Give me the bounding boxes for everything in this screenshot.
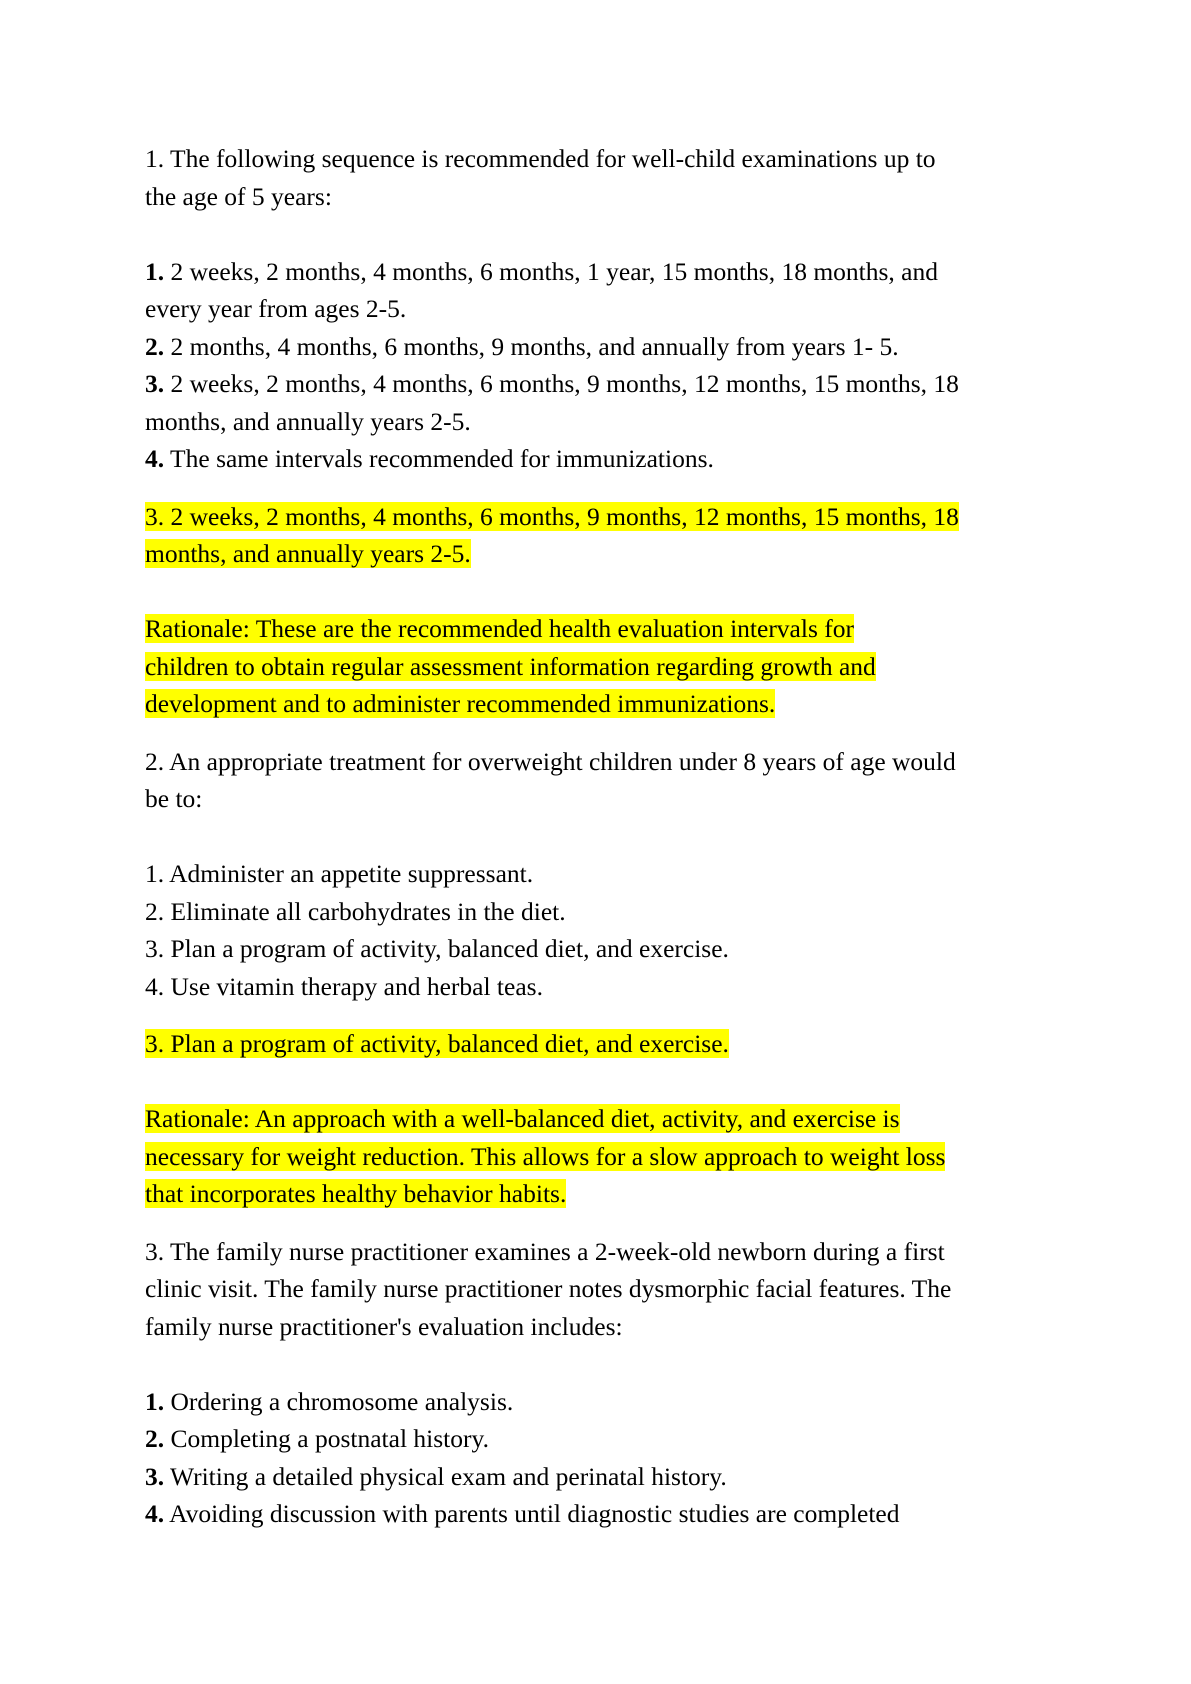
question-2-answer <box>145 1025 1085 1063</box>
option-text: 2 weeks, 2 months, 4 months, 6 months, 1 year, 15 months, 18 months, and <box>170 256 938 286</box>
option-1 <box>145 1383 1085 1421</box>
rationale-line: that incorporates healthy behavior habits. <box>145 1179 567 1208</box>
option-1-cont: every year from ages 2-5. <box>145 294 407 323</box>
rationale-line: children to obtain regular assessment information regarding growth and <box>145 651 876 681</box>
stem-line: clinic visit. The family nurse practitioner notes dysmorphic facial features. The <box>145 1274 952 1303</box>
option-1 <box>145 253 1085 291</box>
stem-line: the age of 5 years: <box>145 181 332 211</box>
option-3 <box>145 1458 1085 1496</box>
stem-line: 2. An appropriate treatment for overweight children under 8 years of age would <box>145 746 956 776</box>
question-1-answer <box>145 498 1085 573</box>
option-1: 1. Administer an appetite suppressant. <box>145 859 534 888</box>
option-number: 1. <box>145 256 165 286</box>
option-number: 2. <box>145 1424 165 1453</box>
stem-line: family nurse practitioner's evaluation includes: <box>145 1311 623 1341</box>
question-1-rationale <box>145 610 1085 723</box>
question-1-stem <box>145 140 1085 215</box>
option-number: 4. <box>145 1499 165 1528</box>
rationale-line: necessary for weight reduction. This allows for a slow approach to weight loss <box>145 1141 946 1171</box>
option-3: 3. Plan a program of activity, balanced diet, and exercise. <box>145 934 729 963</box>
option-2 <box>145 1420 1085 1458</box>
option-3-cont: months, and annually years 2-5. <box>145 406 471 436</box>
question-1 <box>145 140 1085 723</box>
option-number: 3. <box>145 369 165 398</box>
question-2-options <box>145 855 1085 1005</box>
question-1-options <box>145 253 1085 478</box>
option-2: 2. Eliminate all carbohydrates in the diet. <box>145 896 566 926</box>
question-3 <box>145 1233 1085 1533</box>
question-2-stem <box>145 743 1085 818</box>
option-number: 1. <box>145 1386 165 1416</box>
option-3 <box>145 365 1085 403</box>
option-2 <box>145 328 1085 366</box>
rationale-line: Rationale: An approach with a well-balanced diet, activity, and exercise is <box>145 1104 900 1133</box>
question-3-stem <box>145 1233 1085 1346</box>
rationale-line: Rationale: These are the recommended health evaluation intervals for <box>145 614 854 643</box>
option-text: 2 months, 4 months, 6 months, 9 months, and annually from years 1- 5. <box>170 331 899 361</box>
option-4 <box>145 440 1085 478</box>
option-number: 3. <box>145 1461 165 1491</box>
option-text: Writing a detailed physical exam and perinatal history. <box>170 1461 727 1491</box>
option-text: Completing a postnatal history. <box>170 1424 489 1453</box>
option-4: 4. Use vitamin therapy and herbal teas. <box>145 971 543 1001</box>
option-number: 2. <box>145 331 165 361</box>
answer-line: 3. 2 weeks, 2 months, 4 months, 6 months, 9 months, 12 months, 15 months, 18 <box>145 501 959 531</box>
answer-line: 3. Plan a program of activity, balanced diet, and exercise. <box>145 1029 729 1058</box>
option-text: The same intervals recommended for immunizations. <box>170 444 714 473</box>
option-text: Ordering a chromosome analysis. <box>170 1386 514 1416</box>
question-3-options <box>145 1383 1085 1533</box>
stem-line: 1. The following sequence is recommended for well-child examinations up to <box>145 144 936 173</box>
option-text: Avoiding discussion with parents until diagnostic studies are completed <box>169 1499 900 1528</box>
option-number: 4. <box>145 444 165 473</box>
stem-line: 3. The family nurse practitioner examines a 2-week-old newborn during a first <box>145 1236 945 1266</box>
document-page <box>145 140 1085 1533</box>
stem-line: be to: <box>145 784 203 813</box>
answer-line: months, and annually years 2-5. <box>145 539 471 568</box>
option-4 <box>145 1495 1085 1533</box>
rationale-line: development and to administer recommended immunizations. <box>145 689 776 718</box>
question-2 <box>145 743 1085 1213</box>
question-2-rationale <box>145 1100 1085 1213</box>
option-text: 2 weeks, 2 months, 4 months, 6 months, 9 months, 12 months, 15 months, 18 <box>170 369 959 398</box>
